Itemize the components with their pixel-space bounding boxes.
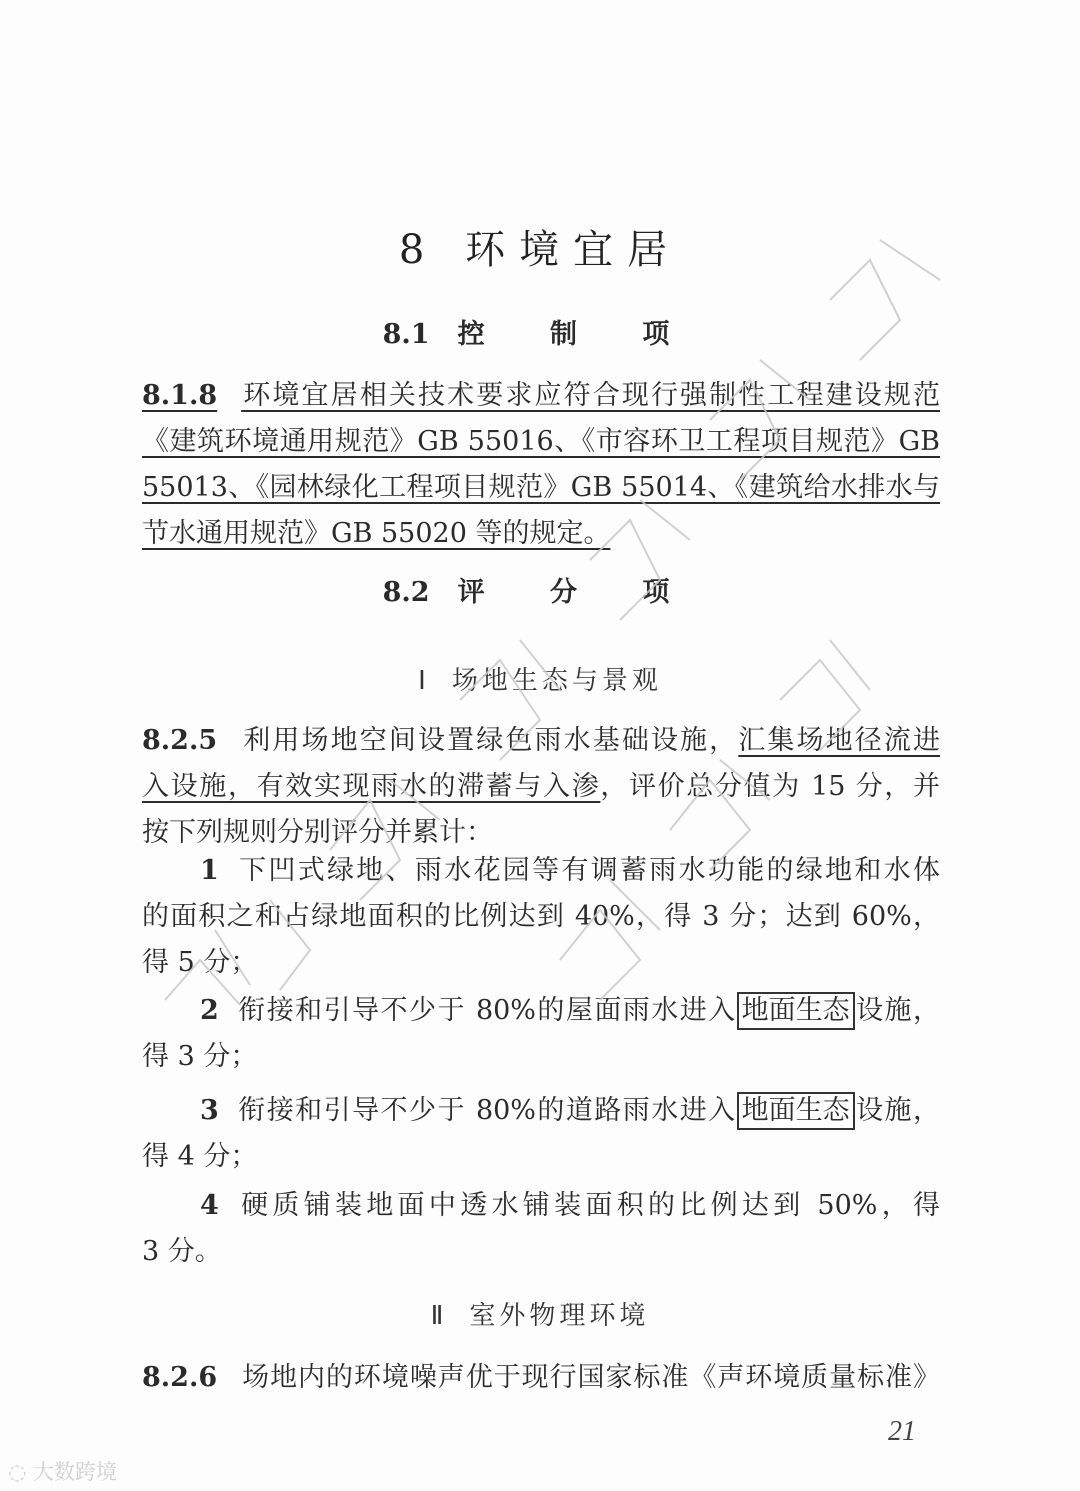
item-number: 3 bbox=[200, 1095, 219, 1126]
clause-line: 《建筑环境通用规范》GB 55016、《市容环卫工程项目规范》GB bbox=[142, 426, 940, 457]
list-item-2 bbox=[142, 988, 940, 1080]
clause-line bbox=[142, 373, 940, 419]
clause-number: 8.1.8 bbox=[142, 380, 218, 411]
subsection-title-text: 场地生态与景观 bbox=[451, 666, 662, 696]
subsection-heading-2 bbox=[0, 1295, 1080, 1332]
clause-text: 场地内的环境噪声优于现行国家标准《声环境质量标准》 bbox=[241, 1362, 940, 1393]
section-number: 8.2 bbox=[382, 577, 430, 608]
footer-logo bbox=[8, 1456, 117, 1486]
item-number: 4 bbox=[200, 1190, 219, 1221]
clause-8-2-6 bbox=[142, 1355, 940, 1401]
clause-number: 8.2.6 bbox=[142, 1362, 218, 1393]
logo-text: 大数跨境 bbox=[33, 1460, 118, 1484]
list-item-1 bbox=[142, 848, 940, 986]
subsection-roman: Ⅰ bbox=[418, 666, 430, 695]
section-title-text: 评 分 项 bbox=[457, 577, 698, 608]
item-text: 硬质铺装地面中透水铺装面积的比例达到 50%，得 bbox=[236, 1190, 940, 1221]
item-line: 3 分。 bbox=[142, 1236, 222, 1267]
item-text: 衔接和引导不少于 80%的道路雨水进入 bbox=[236, 1095, 737, 1126]
item-text: 衔接和引导不少于 80%的屋面雨水进入 bbox=[236, 995, 737, 1026]
clause-8-2-5 bbox=[142, 718, 940, 856]
item-line bbox=[142, 1183, 940, 1229]
item-line bbox=[142, 1088, 940, 1134]
boxed-term: 地面生态 bbox=[737, 992, 855, 1030]
item-line: 得 5 分； bbox=[142, 947, 258, 978]
item-text: 下凹式绿地、雨水花园等有调蓄雨水功能的绿地和水体 bbox=[236, 855, 940, 886]
item-line: 得 4 分； bbox=[142, 1141, 258, 1172]
item-line: 的面积之和占绿地面积的比例达到 40%，得 3 分；达到 60%， bbox=[142, 901, 940, 932]
item-text: 设施， bbox=[854, 1095, 941, 1126]
item-text: 设施， bbox=[854, 995, 941, 1026]
chapter-title: 8 环境宜居 bbox=[398, 227, 682, 273]
section-heading-8-1 bbox=[0, 312, 1080, 351]
clause-line bbox=[142, 718, 940, 764]
section-title-text: 控 制 项 bbox=[457, 319, 698, 350]
item-line: 得 3 分； bbox=[142, 1041, 258, 1072]
section-number: 8.1 bbox=[382, 319, 430, 350]
clause-text: 环境宜居相关技术要求应符合现行强制性工程建设规范 bbox=[241, 380, 940, 411]
clause-line: 55013、《园林绿化工程项目规范》GB 55014、《建筑给水排水与 bbox=[142, 472, 940, 503]
subsection-title-text: 室外物理环境 bbox=[469, 1301, 650, 1331]
subsection-heading-1 bbox=[0, 660, 1080, 697]
item-number: 1 bbox=[200, 855, 219, 886]
page-number: 21 bbox=[888, 1416, 916, 1447]
item-line bbox=[142, 848, 940, 894]
logo-icon: ◌ bbox=[8, 1460, 27, 1484]
boxed-term: 地面生态 bbox=[737, 1092, 855, 1130]
underlined-text: 入设施，有效实现雨水的滞蓄与入渗 bbox=[142, 771, 601, 802]
list-item-4 bbox=[142, 1183, 940, 1275]
list-item-3 bbox=[142, 1088, 940, 1180]
section-heading-8-2 bbox=[0, 570, 1080, 609]
clause-8-1-8 bbox=[142, 373, 940, 557]
underlined-text: 汇集场地径流进 bbox=[738, 725, 941, 756]
clause-line: 节水通用规范》GB 55020 等的规定。 bbox=[142, 518, 611, 549]
clause-line bbox=[142, 1355, 940, 1401]
clause-line bbox=[142, 764, 940, 810]
item-number: 2 bbox=[200, 995, 219, 1026]
clause-text: ，评价总分值为 15 分，并 bbox=[600, 771, 940, 802]
clause-text: 利用场地空间设置绿色雨水基础设施， bbox=[241, 725, 739, 756]
item-line bbox=[142, 988, 940, 1034]
clause-line: 按下列规则分别评分并累计： bbox=[142, 817, 493, 848]
clause-number: 8.2.5 bbox=[142, 725, 218, 756]
subsection-roman: Ⅱ bbox=[430, 1301, 448, 1330]
